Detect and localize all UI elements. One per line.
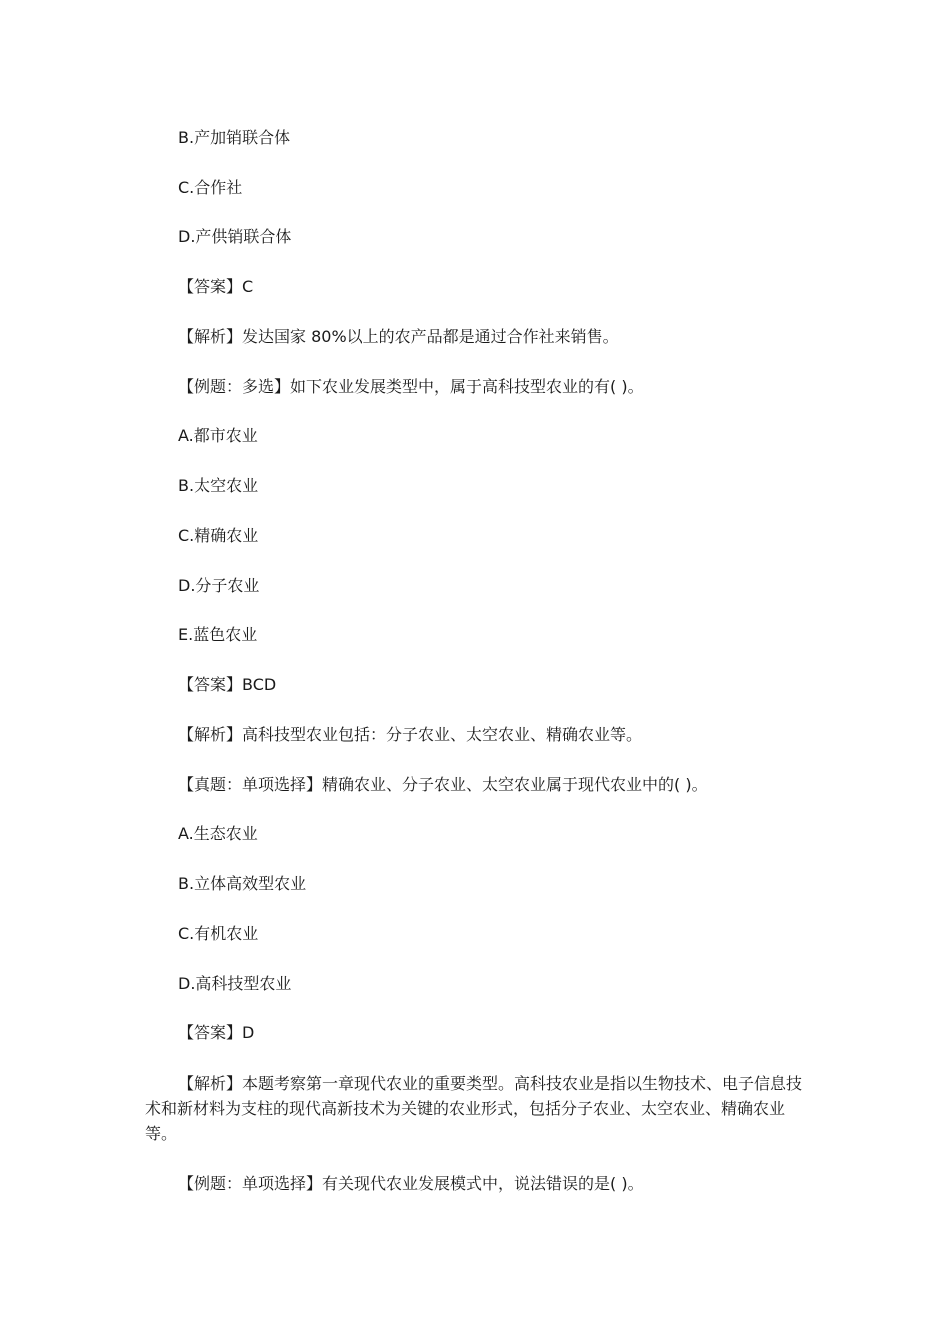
answer-3: 【答案】D [178, 1023, 255, 1042]
analysis-2: 【解析】高科技型农业包括：分子农业、太空农业、精确农业等。 [178, 725, 643, 744]
analysis-1: 【解析】发达国家 80%以上的农产品都是通过合作社来销售。 [178, 327, 619, 346]
option-c-line-2: C.精确农业 [178, 526, 259, 545]
option-c-line-3: C.有机农业 [178, 924, 259, 943]
analysis-paragraph: 【解析】本题考察第一章现代农业的重要类型。高科技农业是指以生物技术、电子信息技术和新材料为支柱的现代高新技术为关键的农业形式，包括分子农业、太空农业、精确农业等。 [145, 1074, 803, 1143]
option-b-line-1: B.产加销联合体 [178, 128, 291, 147]
answer-1: 【答案】C [178, 277, 254, 296]
option-e-line-2: E.蓝色农业 [178, 625, 258, 644]
answer-2: 【答案】BCD [178, 675, 277, 694]
option-b-line-3: B.立体高效型农业 [178, 874, 307, 893]
option-b-line-2: B.太空农业 [178, 476, 259, 495]
option-d-line-1: D.产供销联合体 [178, 227, 292, 246]
last-question: 【例题：单项选择】有关现代农业发展模式中，说法错误的是( )。 [178, 1174, 644, 1193]
option-a-line-3: A.生态农业 [178, 824, 258, 843]
option-a-line-2: A.都市农业 [178, 426, 258, 445]
option-d-line-3: D.高科技型农业 [178, 974, 292, 993]
question-single-choice: 【真题：单项选择】精确农业、分子农业、太空农业属于现代农业中的( )。 [178, 775, 708, 794]
option-d-line-2: D.分子农业 [178, 576, 260, 595]
option-c-line-1: C.合作社 [178, 178, 243, 197]
question-multi-select: 【例题：多选】如下农业发展类型中，属于高科技型农业的有( )。 [178, 377, 644, 396]
